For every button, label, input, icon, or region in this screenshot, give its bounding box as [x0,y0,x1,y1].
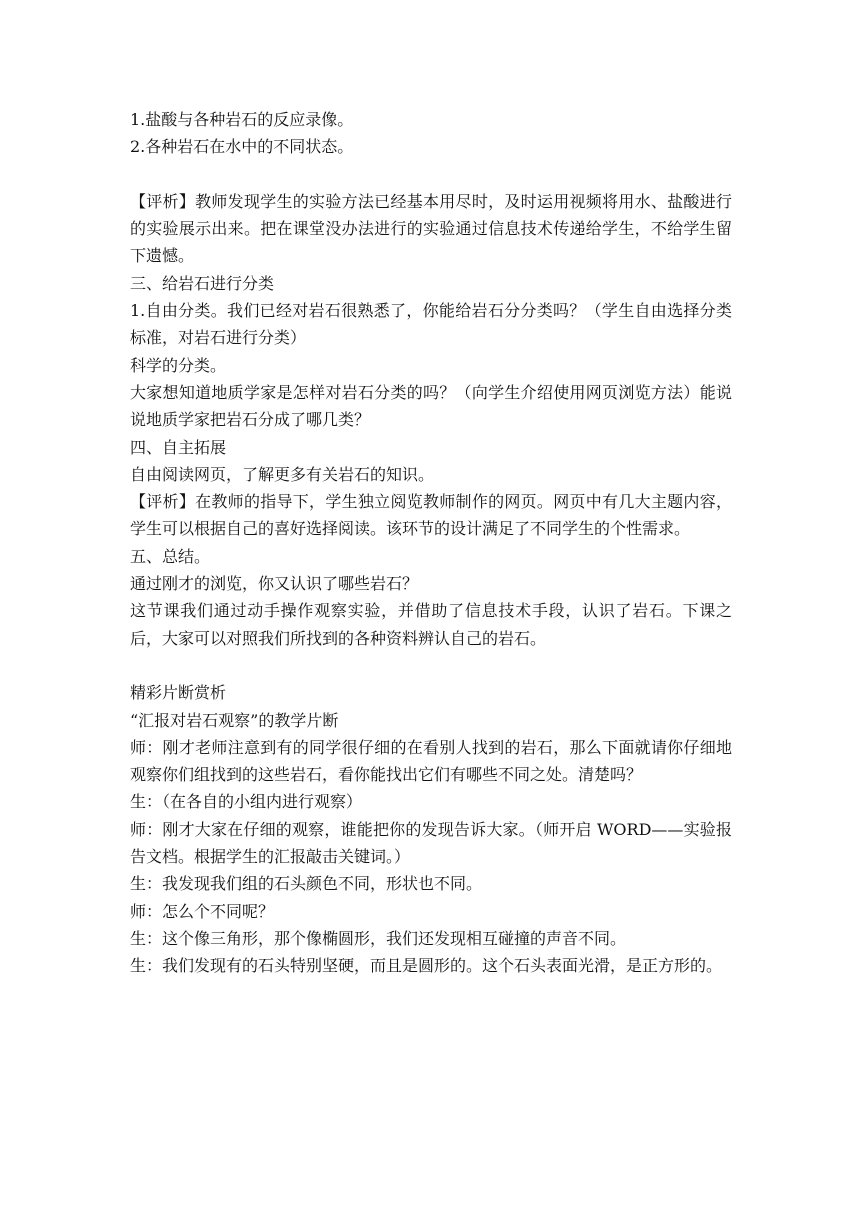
section-heading-classify: 三、给岩石进行分类 [130,273,275,293]
dialogue-line: 生：我们发现有的石头特别坚硬，而且是圆形的。这个石头表面光滑，是正方形的。 [130,956,723,976]
document-body [130,106,732,980]
paragraph-scientific-classify: 科学的分类。 [130,355,227,375]
paragraph-read-web: 自由阅读网页，了解更多有关岩石的知识。 [130,464,435,484]
paragraph-geologist: 大家想知道地质学家是怎样对岩石分类的吗？（向学生介绍使用网页浏览方法）能说说地质学家把岩石分成了哪几类？ [130,382,732,430]
dialogue-line: 生：我发现我们组的石头颜色不同，形状也不同。 [130,874,483,894]
blank-line [130,652,732,679]
dialogue-line: 师：刚才大家在仔细的观察，谁能把你的发现告诉大家。（师开启 WORD——实验报告文档。根据学生的汇报敲击关键词。） [130,819,732,867]
paragraph-comment-1: 【评析】教师发现学生的实验方法已经基本用尽时，及时运用视频将用水、盐酸进行的实验展示出来。把在课堂没办法进行的实验通过信息技术传递给学生，不给学生留下遗憾。 [130,191,732,266]
section-heading-summary: 五、总结。 [130,546,211,566]
section-heading-highlights: 精彩片断赏析 [130,683,227,703]
paragraph-fragment-title: “汇报对岩石观察”的教学片断 [130,710,339,730]
paragraph-summary: 这节课我们通过动手操作观察实验，并借助了信息技术手段，认识了岩石。下课之后，大家可以对照我们所找到的各种资料辨认自己的岩石。 [130,601,732,648]
dialogue-line: 生：（在各自的小组内进行观察） [130,792,363,812]
blank-line [130,161,732,188]
paragraph-video-hcl: 1.盐酸与各种岩石的反应录像。 [130,110,354,129]
paragraph-comment-2: 【评析】在教师的指导下，学生独立阅览教师制作的网页。网页中有几大主题内容，学生可以根据自己的喜好选择阅读。该环节的设计满足了不同学生的个性需求。 [130,492,732,539]
section-heading-extension: 四、自主拓展 [130,437,227,457]
paragraph-summary-question: 通过刚才的浏览，你又认识了哪些岩石？ [130,574,419,594]
dialogue-line: 师：怎么个不同呢？ [130,901,275,921]
paragraph-video-water: 2.各种岩石在水中的不同状态。 [130,137,354,157]
dialogue-line: 生：这个像三角形，那个像椭圆形，我们还发现相互碰撞的声音不同。 [130,928,627,948]
dialogue-line: 师：刚才老师注意到有的同学很仔细的在看别人找到的岩石，那么下面就请你仔细地观察你们组找到的这些岩石，看你能找出它们有哪些不同之处。清楚吗？ [130,737,732,785]
paragraph-free-classify: 1.自由分类。我们已经对岩石很熟悉了，你能给岩石分分类吗？（学生自由选择分类标准，对岩石进行分类） [130,301,732,348]
